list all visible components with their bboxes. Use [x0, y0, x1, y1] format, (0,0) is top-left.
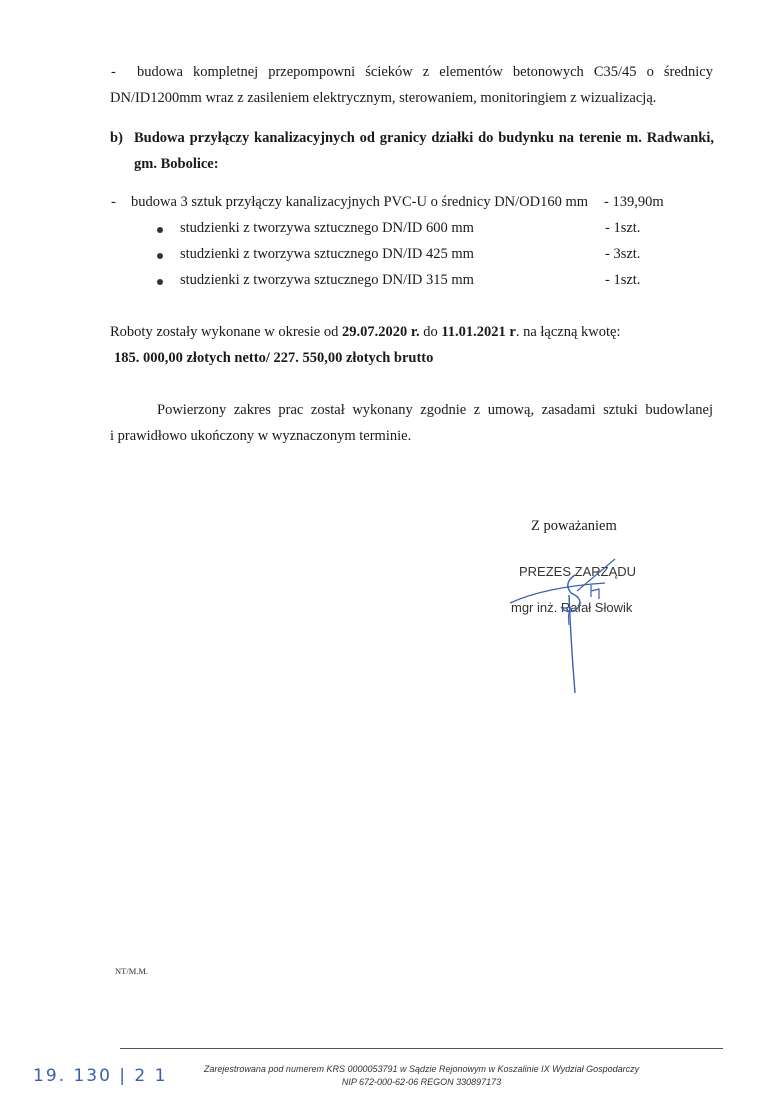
signature-icon — [505, 555, 665, 700]
bullet-dash: - — [111, 194, 116, 210]
bullet-dot-icon — [157, 227, 163, 233]
connections-item-amount: - 139,90m — [604, 194, 664, 210]
closing-regards: Z poważaniem — [531, 518, 617, 534]
bullet-dash: - — [111, 64, 116, 80]
handwritten-note: 19. 130 | 2 1 — [33, 1066, 168, 1086]
list-item-qty: - 3szt. — [605, 246, 641, 262]
works-period — [110, 324, 621, 341]
bullet-dot-icon — [157, 253, 163, 259]
date-to: 11.01.2021 r — [441, 324, 516, 340]
statement-line2: i prawidłowo ukończony w wyznaczonym terminie. — [110, 428, 412, 444]
connections-item-text: budowa 3 sztuk przyłączy kanalizacyjnych PVC-U o średnicy DN/OD160 mm — [131, 194, 589, 210]
stamp-name: mgr inż. Rafał Słowik — [511, 600, 633, 615]
stamp-role: PREZES ZARZĄDU — [519, 564, 637, 579]
initials: NT/M.M. — [115, 966, 149, 976]
list-item-text: studzienki z tworzywa sztucznego DN/ID 315 mm — [180, 272, 474, 288]
works-prefix: Roboty zostały wykonane w okresie od — [110, 324, 342, 340]
list-item-text: studzienki z tworzywa sztucznego DN/ID 600 mm — [180, 220, 474, 236]
works-suffix: . na łączną kwotę: — [515, 324, 621, 340]
section-a-line2: DN/ID1200mm wraz z zasileniem elektrycznym, sterowaniem, monitoringiem z wizualizacją. — [110, 90, 657, 106]
section-b-marker: b) — [110, 130, 123, 146]
bullet-dot-icon — [157, 279, 163, 285]
list-item-qty: - 1szt. — [605, 220, 641, 236]
works-middle: do — [419, 324, 442, 340]
statement-line1: Powierzony zakres prac został wykonany zgodnie z umową, zasadami sztuki budowlanej — [157, 402, 713, 418]
section-b-heading-line2: gm. Bobolice: — [134, 156, 219, 172]
footer-tax-ids: NIP 672-000-62-06 REGON 330897173 — [341, 1077, 502, 1087]
total-amount: 185. 000,00 złotych netto/ 227. 550,00 złotych brutto — [114, 350, 434, 366]
footer-registration: Zarejestrowana pod numerem KRS 0000053791 w Sądzie Rejonowym w Koszalinie IX Wydział Gospodarczy — [203, 1064, 640, 1074]
date-from: 29.07.2020 r. — [341, 324, 420, 340]
section-a-line1: budowa kompletnej przepompowni ścieków z elementów betonowych C35/45 o średnicy — [137, 64, 713, 80]
list-item-text: studzienki z tworzywa sztucznego DN/ID 425 mm — [180, 246, 474, 262]
section-b-heading-line1: Budowa przyłączy kanalizacyjnych od granicy działki do budynku na terenie m. Radwanki, — [134, 130, 714, 146]
footer-divider — [120, 1048, 723, 1049]
list-item-qty: - 1szt. — [605, 272, 641, 288]
